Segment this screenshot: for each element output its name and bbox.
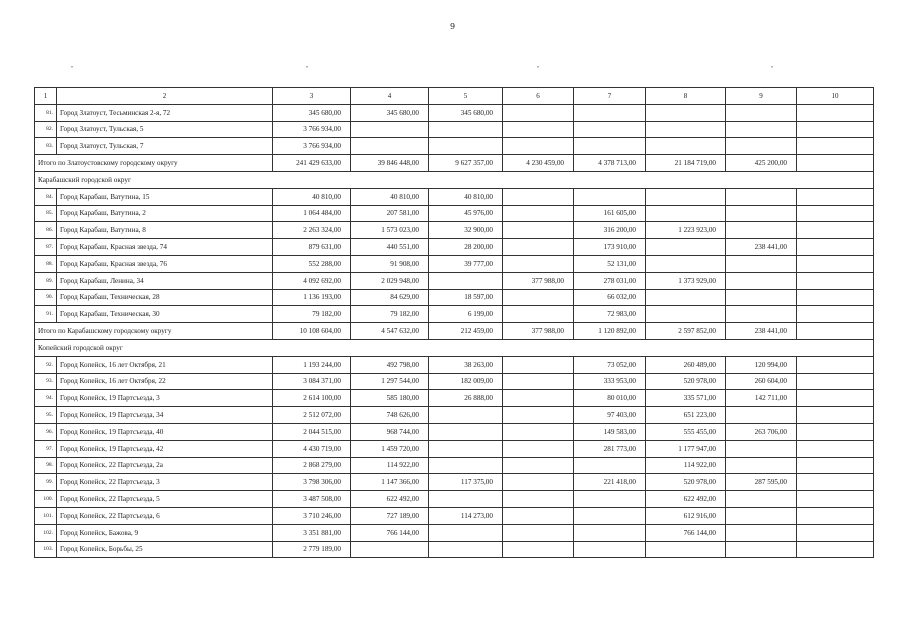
- total-row: [35, 323, 874, 340]
- value-cell: [646, 138, 726, 155]
- value-cell: [429, 457, 503, 474]
- value-cell: [503, 239, 574, 256]
- value-cell: 377 988,00: [503, 323, 574, 340]
- value-cell: [797, 423, 874, 440]
- value-cell: 3 487 508,00: [273, 491, 351, 508]
- value-cell: 114 273,00: [429, 507, 503, 524]
- column-number: 9: [726, 88, 797, 105]
- value-cell: [646, 239, 726, 256]
- value-cell: 117 375,00: [429, 474, 503, 491]
- value-cell: 1 297 544,00: [351, 373, 429, 390]
- column-number: 5: [429, 88, 503, 105]
- value-cell: [429, 440, 503, 457]
- value-cell: [646, 188, 726, 205]
- value-cell: 161 605,00: [574, 205, 646, 222]
- value-cell: 622 492,00: [646, 491, 726, 508]
- value-cell: 10 108 604,00: [273, 323, 351, 340]
- value-cell: [503, 188, 574, 205]
- scan-mark: ˝: [305, 66, 309, 74]
- table-row: [35, 188, 874, 205]
- value-cell: [646, 289, 726, 306]
- table-row: [35, 138, 874, 155]
- table-body: [35, 88, 874, 558]
- row-number: 87.: [35, 239, 57, 256]
- value-cell: 1 373 929,00: [646, 272, 726, 289]
- value-cell: [726, 255, 797, 272]
- value-cell: [726, 104, 797, 121]
- value-cell: [503, 457, 574, 474]
- table-row: [35, 541, 874, 558]
- value-cell: 345 680,00: [351, 104, 429, 121]
- value-cell: [797, 440, 874, 457]
- table-row: [35, 491, 874, 508]
- table-row: [35, 255, 874, 272]
- address-cell: Город Златоуст, Тесьминская 2-я, 72: [57, 104, 273, 121]
- value-cell: [797, 474, 874, 491]
- value-cell: [646, 541, 726, 558]
- value-cell: 2 597 852,00: [646, 323, 726, 340]
- value-cell: [726, 272, 797, 289]
- value-cell: 4 378 713,00: [574, 155, 646, 172]
- address-cell: Город Копейск, 19 Партсъезда, 3: [57, 390, 273, 407]
- table-row: [35, 524, 874, 541]
- value-cell: [726, 407, 797, 424]
- total-label: Итого по Златоустовскому городскому округу: [35, 155, 273, 172]
- value-cell: 2 512 072,00: [273, 407, 351, 424]
- address-cell: Город Копейск, 22 Партсъезда, 6: [57, 507, 273, 524]
- row-number: 82.: [35, 121, 57, 138]
- value-cell: 21 184 719,00: [646, 155, 726, 172]
- scan-mark: ˝: [536, 66, 540, 74]
- value-cell: [726, 205, 797, 222]
- row-number: 101.: [35, 507, 57, 524]
- value-cell: [797, 407, 874, 424]
- table-row: [35, 507, 874, 524]
- value-cell: 968 744,00: [351, 423, 429, 440]
- value-cell: 66 032,00: [574, 289, 646, 306]
- value-cell: [574, 188, 646, 205]
- value-cell: [726, 306, 797, 323]
- budget-table: [34, 87, 874, 558]
- value-cell: 241 429 633,00: [273, 155, 351, 172]
- value-cell: [351, 121, 429, 138]
- value-cell: 18 597,00: [429, 289, 503, 306]
- column-number: 4: [351, 88, 429, 105]
- value-cell: 335 571,00: [646, 390, 726, 407]
- value-cell: 1 459 720,00: [351, 440, 429, 457]
- value-cell: [646, 255, 726, 272]
- value-cell: [726, 138, 797, 155]
- row-number: 97.: [35, 440, 57, 457]
- value-cell: 2 044 515,00: [273, 423, 351, 440]
- value-cell: [429, 121, 503, 138]
- value-cell: [503, 289, 574, 306]
- column-number: 6: [503, 88, 574, 105]
- row-number: 90.: [35, 289, 57, 306]
- value-cell: 79 182,00: [273, 306, 351, 323]
- value-cell: [726, 289, 797, 306]
- value-cell: [797, 239, 874, 256]
- value-cell: [726, 524, 797, 541]
- address-cell: Город Златоуст, Тульская, 7: [57, 138, 273, 155]
- table-row: [35, 289, 874, 306]
- value-cell: [503, 524, 574, 541]
- value-cell: 520 978,00: [646, 474, 726, 491]
- value-cell: [503, 138, 574, 155]
- value-cell: 114 922,00: [351, 457, 429, 474]
- value-cell: 440 551,00: [351, 239, 429, 256]
- address-cell: Город Карабаш, Ватутина, 15: [57, 188, 273, 205]
- value-cell: 3 710 246,00: [273, 507, 351, 524]
- value-cell: [797, 188, 874, 205]
- value-cell: [797, 356, 874, 373]
- value-cell: 142 711,00: [726, 390, 797, 407]
- value-cell: [726, 188, 797, 205]
- value-cell: [797, 289, 874, 306]
- address-cell: Город Карабаш, Техническая, 28: [57, 289, 273, 306]
- value-cell: 3 798 306,00: [273, 474, 351, 491]
- value-cell: 173 910,00: [574, 239, 646, 256]
- value-cell: 727 189,00: [351, 507, 429, 524]
- value-cell: 2 029 948,00: [351, 272, 429, 289]
- value-cell: [503, 474, 574, 491]
- table-row: [35, 457, 874, 474]
- value-cell: 278 031,00: [574, 272, 646, 289]
- value-cell: 39 777,00: [429, 255, 503, 272]
- table-row: [35, 373, 874, 390]
- value-cell: 345 680,00: [429, 104, 503, 121]
- value-cell: [797, 255, 874, 272]
- value-cell: 28 200,00: [429, 239, 503, 256]
- column-number: 7: [574, 88, 646, 105]
- scan-mark: ˝: [70, 66, 74, 74]
- value-cell: 1 573 023,00: [351, 222, 429, 239]
- value-cell: [503, 423, 574, 440]
- value-cell: [429, 423, 503, 440]
- value-cell: [797, 306, 874, 323]
- value-cell: [503, 356, 574, 373]
- address-cell: Город Карабаш, Ленина, 34: [57, 272, 273, 289]
- value-cell: 3 351 881,00: [273, 524, 351, 541]
- value-cell: [429, 407, 503, 424]
- table-row: [35, 222, 874, 239]
- value-cell: [574, 491, 646, 508]
- section-row: [35, 339, 874, 356]
- address-cell: Город Копейск, 22 Партсъезда, 5: [57, 491, 273, 508]
- row-number: 92.: [35, 356, 57, 373]
- row-number: 95.: [35, 407, 57, 424]
- address-cell: Город Копейск, Борьбы, 25: [57, 541, 273, 558]
- address-cell: Город Копейск, 16 лет Октября, 21: [57, 356, 273, 373]
- value-cell: 2 614 100,00: [273, 390, 351, 407]
- value-cell: 79 182,00: [351, 306, 429, 323]
- value-cell: [429, 272, 503, 289]
- column-number: 3: [273, 88, 351, 105]
- value-cell: [797, 524, 874, 541]
- value-cell: 97 403,00: [574, 407, 646, 424]
- value-cell: [503, 306, 574, 323]
- value-cell: [574, 457, 646, 474]
- value-cell: 45 976,00: [429, 205, 503, 222]
- value-cell: [797, 373, 874, 390]
- value-cell: [351, 138, 429, 155]
- address-cell: Город Копейск, 22 Партсъезда, 2а: [57, 457, 273, 474]
- value-cell: 238 441,00: [726, 323, 797, 340]
- row-number: 83.: [35, 138, 57, 155]
- value-cell: [726, 121, 797, 138]
- row-number: 88.: [35, 255, 57, 272]
- value-cell: [503, 407, 574, 424]
- value-cell: [797, 507, 874, 524]
- value-cell: [503, 440, 574, 457]
- value-cell: 1 147 366,00: [351, 474, 429, 491]
- value-cell: [726, 440, 797, 457]
- value-cell: [797, 390, 874, 407]
- value-cell: [797, 155, 874, 172]
- value-cell: 40 810,00: [429, 188, 503, 205]
- value-cell: 1 177 947,00: [646, 440, 726, 457]
- value-cell: [726, 541, 797, 558]
- value-cell: 263 706,00: [726, 423, 797, 440]
- row-number: 81.: [35, 104, 57, 121]
- row-number: 100.: [35, 491, 57, 508]
- total-label: Итого по Карабашскому городскому округу: [35, 323, 273, 340]
- value-cell: 91 908,00: [351, 255, 429, 272]
- row-number: 99.: [35, 474, 57, 491]
- value-cell: 316 200,00: [574, 222, 646, 239]
- value-cell: [503, 373, 574, 390]
- address-cell: Город Копейск, 19 Партсъезда, 34: [57, 407, 273, 424]
- value-cell: 287 595,00: [726, 474, 797, 491]
- value-cell: 38 263,00: [429, 356, 503, 373]
- row-number: 86.: [35, 222, 57, 239]
- row-number: 102.: [35, 524, 57, 541]
- value-cell: 2 263 324,00: [273, 222, 351, 239]
- value-cell: [797, 457, 874, 474]
- value-cell: 40 810,00: [273, 188, 351, 205]
- value-cell: [503, 104, 574, 121]
- value-cell: 879 631,00: [273, 239, 351, 256]
- value-cell: 260 604,00: [726, 373, 797, 390]
- value-cell: [574, 138, 646, 155]
- value-cell: 2 868 279,00: [273, 457, 351, 474]
- row-number: 91.: [35, 306, 57, 323]
- table-row: [35, 104, 874, 121]
- value-cell: 39 846 448,00: [351, 155, 429, 172]
- value-cell: [797, 491, 874, 508]
- value-cell: 766 144,00: [646, 524, 726, 541]
- row-number: 96.: [35, 423, 57, 440]
- value-cell: [797, 205, 874, 222]
- value-cell: 333 953,00: [574, 373, 646, 390]
- value-cell: 4 547 632,00: [351, 323, 429, 340]
- value-cell: 3 084 371,00: [273, 373, 351, 390]
- value-cell: 120 994,00: [726, 356, 797, 373]
- value-cell: 52 131,00: [574, 255, 646, 272]
- value-cell: [574, 507, 646, 524]
- value-cell: 1 136 193,00: [273, 289, 351, 306]
- row-number: 93.: [35, 373, 57, 390]
- value-cell: [797, 222, 874, 239]
- value-cell: [646, 121, 726, 138]
- value-cell: 182 009,00: [429, 373, 503, 390]
- value-cell: 622 492,00: [351, 491, 429, 508]
- table-row: [35, 306, 874, 323]
- row-number: 89.: [35, 272, 57, 289]
- scan-mark: ˝: [770, 66, 774, 74]
- value-cell: 40 810,00: [351, 188, 429, 205]
- value-cell: 585 180,00: [351, 390, 429, 407]
- value-cell: 748 626,00: [351, 407, 429, 424]
- value-cell: [574, 524, 646, 541]
- column-number: 2: [57, 88, 273, 105]
- address-cell: Город Карабаш, Красная звезда, 76: [57, 255, 273, 272]
- value-cell: 3 766 934,00: [273, 121, 351, 138]
- address-cell: Город Копейск, 19 Партсъезда, 42: [57, 440, 273, 457]
- value-cell: 281 773,00: [574, 440, 646, 457]
- column-number: 8: [646, 88, 726, 105]
- value-cell: [726, 491, 797, 508]
- value-cell: 4 430 719,00: [273, 440, 351, 457]
- value-cell: 9 627 357,00: [429, 155, 503, 172]
- value-cell: [503, 541, 574, 558]
- address-cell: Город Карабаш, Красная звезда, 74: [57, 239, 273, 256]
- value-cell: [429, 138, 503, 155]
- table-row: [35, 440, 874, 457]
- value-cell: 345 680,00: [273, 104, 351, 121]
- value-cell: 73 052,00: [574, 356, 646, 373]
- value-cell: [797, 138, 874, 155]
- section-row: [35, 171, 874, 188]
- value-cell: 4 092 692,00: [273, 272, 351, 289]
- column-number: 10: [797, 88, 874, 105]
- value-cell: 377 988,00: [503, 272, 574, 289]
- value-cell: [797, 121, 874, 138]
- value-cell: [503, 507, 574, 524]
- value-cell: [429, 524, 503, 541]
- total-row: [35, 155, 874, 172]
- table-row: [35, 272, 874, 289]
- row-number: 85.: [35, 205, 57, 222]
- value-cell: [503, 205, 574, 222]
- value-cell: 72 983,00: [574, 306, 646, 323]
- table-row: [35, 390, 874, 407]
- address-cell: Город Копейск, 16 лет Октября, 22: [57, 373, 273, 390]
- value-cell: 221 418,00: [574, 474, 646, 491]
- value-cell: 26 888,00: [429, 390, 503, 407]
- value-cell: 4 230 459,00: [503, 155, 574, 172]
- address-cell: Город Карабаш, Ватутина, 8: [57, 222, 273, 239]
- table-row: [35, 356, 874, 373]
- value-cell: [574, 104, 646, 121]
- value-cell: 1 120 892,00: [574, 323, 646, 340]
- value-cell: [797, 323, 874, 340]
- value-cell: [797, 272, 874, 289]
- address-cell: Город Копейск, 19 Партсъезда, 40: [57, 423, 273, 440]
- section-label: Копейский городской округ: [35, 339, 874, 356]
- value-cell: [429, 541, 503, 558]
- address-cell: Город Карабаш, Ватутина, 2: [57, 205, 273, 222]
- value-cell: [726, 507, 797, 524]
- table-row: [35, 205, 874, 222]
- value-cell: 1 064 484,00: [273, 205, 351, 222]
- value-cell: [726, 222, 797, 239]
- value-cell: 32 900,00: [429, 222, 503, 239]
- value-cell: [503, 255, 574, 272]
- value-cell: 260 489,00: [646, 356, 726, 373]
- table-row: [35, 121, 874, 138]
- header-row: [35, 88, 874, 105]
- value-cell: 238 441,00: [726, 239, 797, 256]
- value-cell: 84 629,00: [351, 289, 429, 306]
- value-cell: 114 922,00: [646, 457, 726, 474]
- value-cell: 520 978,00: [646, 373, 726, 390]
- row-number: 103.: [35, 541, 57, 558]
- address-cell: Город Златоуст, Тульская, 5: [57, 121, 273, 138]
- value-cell: [503, 121, 574, 138]
- value-cell: [503, 491, 574, 508]
- table-row: [35, 474, 874, 491]
- value-cell: [503, 222, 574, 239]
- row-number: 98.: [35, 457, 57, 474]
- value-cell: 651 223,00: [646, 407, 726, 424]
- value-cell: [646, 306, 726, 323]
- value-cell: 492 798,00: [351, 356, 429, 373]
- value-cell: 766 144,00: [351, 524, 429, 541]
- value-cell: 6 199,00: [429, 306, 503, 323]
- row-number: 94.: [35, 390, 57, 407]
- value-cell: [797, 104, 874, 121]
- value-cell: [574, 121, 646, 138]
- value-cell: [503, 390, 574, 407]
- value-cell: 555 455,00: [646, 423, 726, 440]
- value-cell: 212 459,00: [429, 323, 503, 340]
- value-cell: 552 288,00: [273, 255, 351, 272]
- value-cell: [726, 457, 797, 474]
- value-cell: 1 223 923,00: [646, 222, 726, 239]
- value-cell: 80 010,00: [574, 390, 646, 407]
- section-label: Карабашский городской округ: [35, 171, 874, 188]
- value-cell: 207 581,00: [351, 205, 429, 222]
- address-cell: Город Копейск, Бажова, 9: [57, 524, 273, 541]
- table-row: [35, 423, 874, 440]
- row-number: 84.: [35, 188, 57, 205]
- value-cell: [646, 104, 726, 121]
- value-cell: 2 779 189,00: [273, 541, 351, 558]
- value-cell: [797, 541, 874, 558]
- value-cell: 149 583,00: [574, 423, 646, 440]
- value-cell: 3 766 934,00: [273, 138, 351, 155]
- value-cell: 612 916,00: [646, 507, 726, 524]
- value-cell: 425 200,00: [726, 155, 797, 172]
- value-cell: [574, 541, 646, 558]
- value-cell: [351, 541, 429, 558]
- value-cell: [429, 491, 503, 508]
- address-cell: Город Карабаш, Техническая, 30: [57, 306, 273, 323]
- value-cell: [646, 205, 726, 222]
- table-row: [35, 407, 874, 424]
- address-cell: Город Копейск, 22 Партсъезда, 3: [57, 474, 273, 491]
- value-cell: 1 193 244,00: [273, 356, 351, 373]
- table-row: [35, 239, 874, 256]
- column-number: 1: [35, 88, 57, 105]
- page-number: 9: [449, 22, 456, 31]
